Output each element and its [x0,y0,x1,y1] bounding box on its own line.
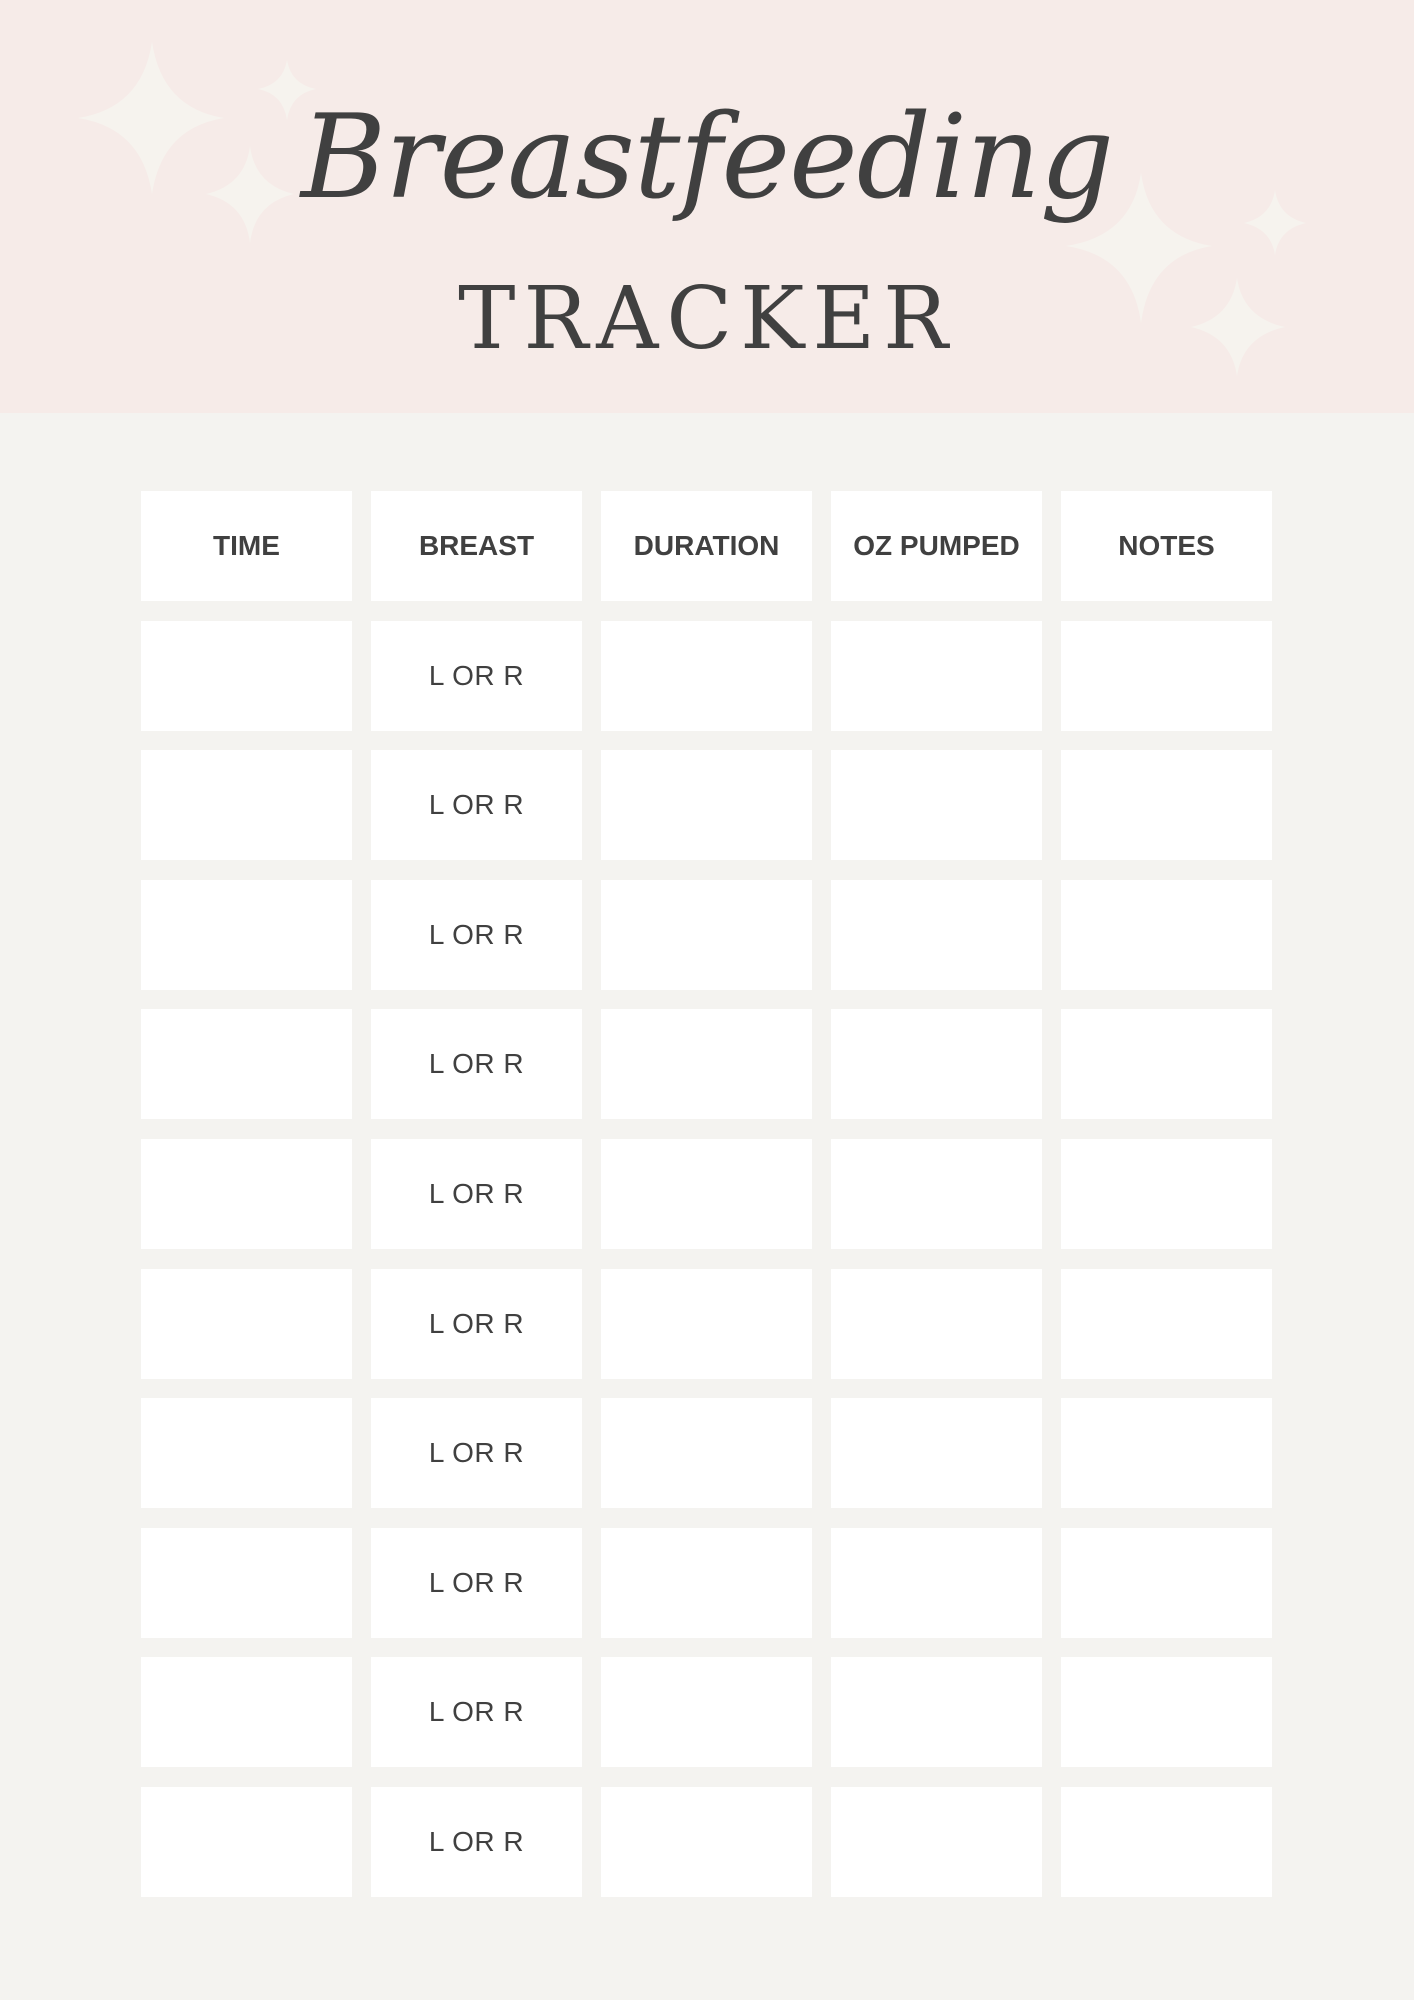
oz-pumped-cell[interactable] [831,1009,1042,1119]
duration-cell[interactable] [601,1398,812,1508]
notes-cell[interactable] [1061,621,1272,731]
notes-cell[interactable] [1061,1269,1272,1379]
oz-pumped-cell[interactable] [831,880,1042,990]
notes-cell[interactable] [1061,880,1272,990]
page-title-script: Breastfeeding [300,90,1114,225]
time-cell[interactable] [141,621,352,731]
time-cell[interactable] [141,1787,352,1897]
time-cell[interactable] [141,750,352,860]
header-band [0,0,1414,413]
oz-pumped-cell[interactable] [831,1269,1042,1379]
notes-cell[interactable] [1061,1787,1272,1897]
duration-cell[interactable] [601,1139,812,1249]
breast-cell[interactable]: L OR R [371,750,582,860]
oz-pumped-cell[interactable] [831,1139,1042,1249]
notes-cell[interactable] [1061,1657,1272,1767]
duration-cell[interactable] [601,1787,812,1897]
column-header-oz-pumped: OZ PUMPED [831,491,1042,601]
time-cell[interactable] [141,880,352,990]
column-header-duration: DURATION [601,491,812,601]
breast-cell[interactable]: L OR R [371,1009,582,1119]
column-header-breast: BREAST [371,491,582,601]
breast-cell[interactable]: L OR R [371,1657,582,1767]
breast-cell[interactable]: L OR R [371,1787,582,1897]
notes-cell[interactable] [1061,1139,1272,1249]
duration-cell[interactable] [601,1009,812,1119]
duration-cell[interactable] [601,1269,812,1379]
oz-pumped-cell[interactable] [831,1657,1042,1767]
breast-cell[interactable]: L OR R [371,1269,582,1379]
oz-pumped-cell[interactable] [831,750,1042,860]
breast-cell[interactable]: L OR R [371,621,582,731]
time-cell[interactable] [141,1139,352,1249]
notes-cell[interactable] [1061,1528,1272,1638]
duration-cell[interactable] [601,1528,812,1638]
breast-cell[interactable]: L OR R [371,1398,582,1508]
breast-cell[interactable]: L OR R [371,1139,582,1249]
column-header-notes: NOTES [1061,491,1272,601]
oz-pumped-cell[interactable] [831,1528,1042,1638]
oz-pumped-cell[interactable] [831,1787,1042,1897]
notes-cell[interactable] [1061,750,1272,860]
tracker-table [141,491,1272,1897]
notes-cell[interactable] [1061,1009,1272,1119]
duration-cell[interactable] [601,1657,812,1767]
duration-cell[interactable] [601,621,812,731]
time-cell[interactable] [141,1657,352,1767]
time-cell[interactable] [141,1009,352,1119]
duration-cell[interactable] [601,750,812,860]
duration-cell[interactable] [601,880,812,990]
page-title-caps: TRACKER [458,269,956,369]
breast-cell[interactable]: L OR R [371,1528,582,1638]
time-cell[interactable] [141,1528,352,1638]
breast-cell[interactable]: L OR R [371,880,582,990]
time-cell[interactable] [141,1269,352,1379]
time-cell[interactable] [141,1398,352,1508]
notes-cell[interactable] [1061,1398,1272,1508]
oz-pumped-cell[interactable] [831,621,1042,731]
column-header-time: TIME [141,491,352,601]
oz-pumped-cell[interactable] [831,1398,1042,1508]
